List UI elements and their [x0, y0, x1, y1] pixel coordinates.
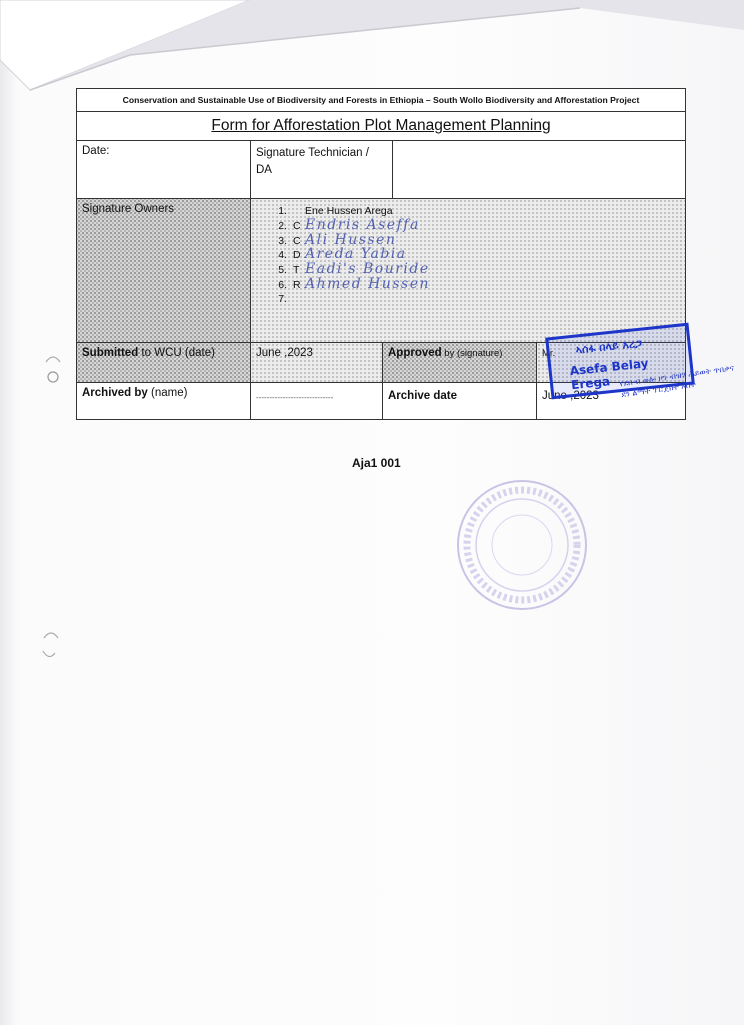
punch-hole-mark — [44, 352, 62, 366]
stamp-note: የደቡብ ወሎ ዞን ብዝሃ ሕይወት ጥበቃና ደን ልማት ፕሮጀክት አስተ — [619, 363, 735, 400]
owner-letter: C — [293, 234, 301, 247]
signature-owners-list[interactable] — [251, 199, 685, 342]
owner-number: 2. — [278, 219, 287, 232]
approved-signature-field[interactable]: Mr. — [537, 343, 685, 382]
owner-number: 1. — [278, 205, 287, 217]
official-seal — [452, 478, 592, 612]
owner-number: 6. — [278, 278, 287, 291]
owner-signature: Areda Yabia — [305, 246, 407, 263]
owner-list-item — [273, 275, 685, 293]
owner-letter: D — [293, 249, 301, 262]
owner-letter: C — [293, 219, 301, 232]
archived-by-value[interactable]: ----------------------------- — [251, 383, 383, 419]
date-label: Date: — [82, 145, 110, 157]
form-title: Form for Afforestation Plot Management Planning — [211, 117, 551, 134]
owner-letter: T — [293, 264, 300, 277]
owner-number: 7. — [278, 292, 287, 305]
signature-technician-label: Signature Technician / DA — [251, 141, 393, 198]
owner-number: 3. — [278, 234, 287, 247]
owner-letter: R — [293, 278, 301, 291]
owner-list-item — [273, 293, 685, 307]
signature-owners-label: Signature Owners — [77, 199, 251, 342]
archived-by-label: Archived by (name) — [77, 383, 251, 419]
punch-hole-mark — [42, 628, 60, 642]
document-caption: Aja1 001 — [352, 456, 401, 470]
owner-signature: Ali Hussen — [305, 231, 397, 248]
owner-name: Ene Hussen Arega — [305, 205, 393, 217]
archive-date-label: Archive date — [383, 383, 537, 419]
punch-hole-mark — [40, 648, 58, 662]
submitted-label: Submitted to WCU (date) — [77, 343, 251, 382]
signature-technician-field[interactable] — [393, 141, 685, 198]
approved-label: Approved by (signature) — [383, 343, 537, 382]
owner-signature: Endris Aseffa — [305, 216, 420, 233]
submitted-date-value[interactable]: June ,2023 — [251, 343, 383, 382]
owner-signature: Ahmed Hussen — [305, 275, 430, 292]
owner-signature: Eadi's Bouride — [305, 261, 430, 278]
date-cell[interactable] — [77, 141, 251, 198]
punch-hole-mark — [44, 370, 62, 384]
project-name: Conservation and Sustainable Use of Biodiversity and Forests in Ethiopia – South Wollo Biodiversity and Afforestation Project — [122, 95, 640, 105]
archive-date-value[interactable]: June ,2023 — [542, 390, 599, 402]
owner-number: 4. — [278, 249, 287, 262]
approval-stamp: ኣሰፋ በላይ እረጋ Asefa Belay Erega — [545, 323, 695, 400]
owner-number: 5. — [278, 264, 287, 277]
